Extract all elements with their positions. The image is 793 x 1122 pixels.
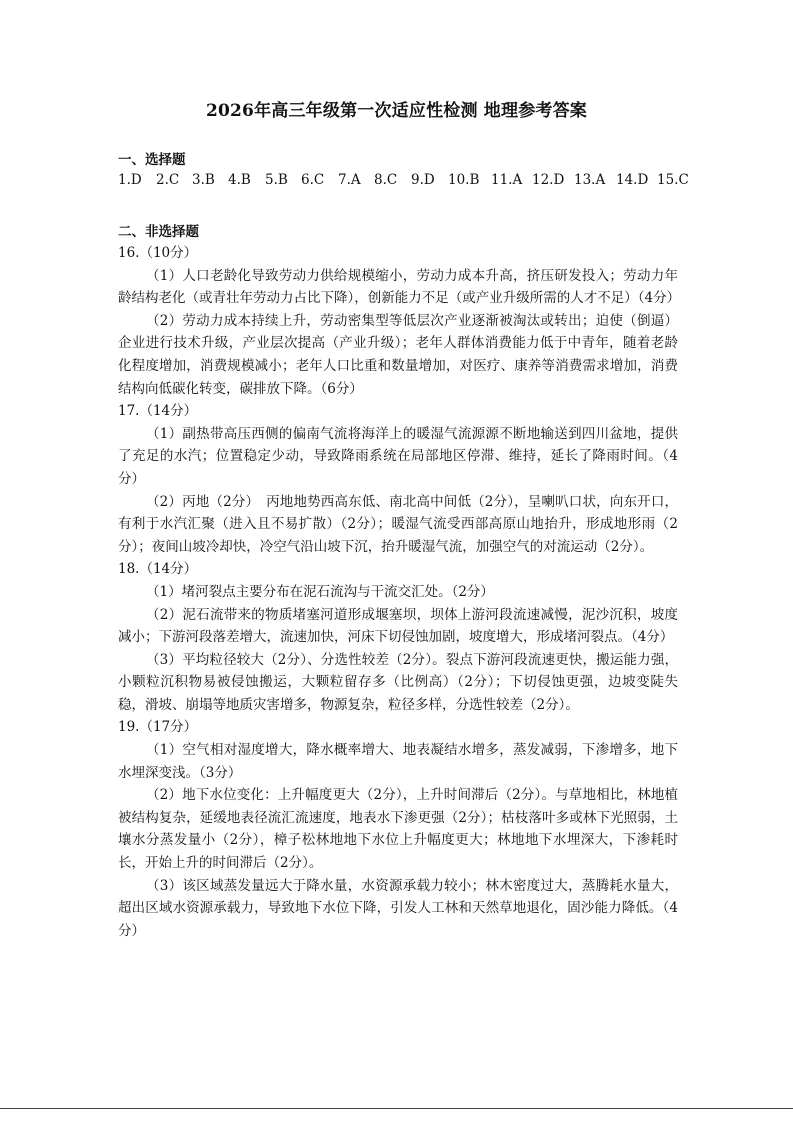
question-16-part-2: （2）劳动力成本持续上升，劳动密集型等低层次产业逐渐被淘汰或转出；迫使（倒逼）企业进行技术升级，产业层次提高（产业升级）；老年人群体消费能力低于中青年，随着老龄化程度增加，消费规模减小；老年人口比重和数量增加，对医疗、康养等消费需求增加，消费结构向低碳化转变，碳排放下降。（6分） xyxy=(118,312,678,397)
section-heading-multiple-choice: 一、选择题 xyxy=(118,152,186,168)
answer-item: 1.D xyxy=(118,172,142,188)
answer-item: 14.D xyxy=(616,172,649,188)
question-17-part-1: （1）副热带高压西侧的偏南气流将海洋上的暖湿气流源源不断地输送到四川盆地，提供了充足的水汽；位置稳定少动，导致降雨系统在局部地区停滞、维持，延长了降雨时间。（4分） xyxy=(118,425,678,487)
answer-item: 6.C xyxy=(301,172,325,188)
question-19-part-2: （2）地下水位变化：上升幅度更大（2分），上升时间滞后（2分）。与草地相比，林地植被结构复杂，延缓地表径流汇流速度，地表水下渗更强（2分）；枯枝落叶多或林下光照弱，土壤水分蒸发量小（2分），樟子松林地地下水位上升幅度更大；林地地下水埋深大，下渗耗时长，开始上升的时间滞后（2分）。 xyxy=(118,787,678,872)
section-heading-non-choice: 二、非选择题 xyxy=(118,224,199,240)
question-18-part-3: （3）平均粒径较大（2分）、分选性较差（2分）。裂点下游河段流速更快，搬运能力强，小颗粒沉积物易被侵蚀搬运，大颗粒留存多（比例高）（2分）；下切侵蚀更强，边坡变陡失稳，滑坡、崩塌等地质灾害增多，物源复杂，粒径多样，分选性较差（2分）。 xyxy=(118,651,678,713)
question-17-heading: 17.（14分） xyxy=(118,403,198,420)
answer-item: 7.A xyxy=(338,172,361,188)
question-19-part-1: （1）空气相对湿度增大，降水概率增大、地表凝结水增多，蒸发减弱，下渗增多，地下水埋深变浅。（3分） xyxy=(118,742,678,781)
question-18-part-1: （1）堵河裂点主要分布在泥石流沟与干流交汇处。（2分） xyxy=(146,583,494,600)
question-16-heading: 16.（10分） xyxy=(118,245,198,261)
non-choice-answers xyxy=(118,242,681,942)
answer-item: 8.C xyxy=(374,172,398,188)
answer-item: 2.C xyxy=(156,172,180,188)
answer-item: 5.B xyxy=(265,172,288,188)
answer-item: 15.C xyxy=(657,172,689,188)
answer-item: 13.A xyxy=(574,172,606,188)
question-19-part-3: （3）该区域蒸发量远大于降水量，水资源承载力较小；林木密度过大，蒸腾耗水量大，超出区域水资源承载力，导致地下水位下降，引发人工林和天然草地退化，固沙能力降低。（4分） xyxy=(118,877,678,939)
question-18-heading: 18.（14分） xyxy=(118,561,198,578)
answer-item: 3.B xyxy=(192,172,215,188)
page-bottom-rule xyxy=(0,1108,793,1109)
answer-item: 4.B xyxy=(228,172,251,188)
page-title: 2026年高三年级第一次适应性检测 地理参考答案 xyxy=(205,101,588,121)
question-18-part-2: （2）泥石流带来的物质堵塞河道形成堰塞坝，坝体上游河段流速减慢，泥沙沉积，坡度减小；下游河段落差增大，流速加快，河床下切侵蚀加剧，坡度增大，形成堵河裂点。（4分） xyxy=(118,606,678,646)
answer-item: 12.D xyxy=(532,172,565,188)
answer-item: 9.D xyxy=(411,172,435,188)
answer-item: 11.A xyxy=(491,172,523,188)
question-16-part-1: （1）人口老龄化导致劳动力供给规模缩小，劳动力成本升高，挤压研发投入；劳动力年龄结构老化（或青壮年劳动力占比下降），创新能力不足（或产业升级所需的人才不足）（4分） xyxy=(118,267,681,307)
multiple-choice-answers xyxy=(118,172,697,188)
question-17-part-2: （2）丙地（2分） 丙地地势西高东低、南北高中间低（2分），呈喇叭口状，向东开口，有利于水汽汇聚（进入且不易扩散）（2分）；暖湿气流受西部高原山地抬升，形成地形雨（2分）；夜间山坡冷却快，冷空气沿山坡下沉，抬升暖湿气流，加强空气的对流运动（2分）。 xyxy=(118,493,678,555)
answer-item: 10.B xyxy=(448,172,480,188)
question-19-heading: 19.（17分） xyxy=(118,719,198,736)
